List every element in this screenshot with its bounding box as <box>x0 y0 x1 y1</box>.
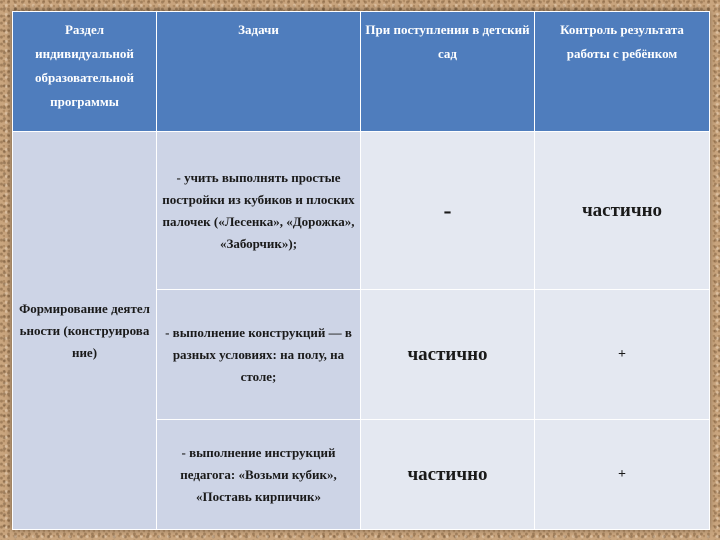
task-cell: - выполнение конструкций — в разных условиях: на полу, на столе; <box>157 290 361 420</box>
control-cell: + <box>535 290 710 420</box>
admission-cell: частично <box>361 290 535 420</box>
header-control: Контроль результата работы с ребёнком <box>535 12 710 132</box>
program-table <box>12 11 710 530</box>
task-cell: - выполнение инструкций педагога: «Возьми кубик», «Поставь кирпичик» <box>157 420 361 530</box>
admission-cell: частично <box>361 420 535 530</box>
table-row <box>13 132 710 290</box>
header-section: Раздел индивидуальной образовательной программы <box>13 12 157 132</box>
control-cell: частично <box>535 132 710 290</box>
header-on-admission: При поступлении в детский сад <box>361 12 535 132</box>
task-cell: - учить выполнять простые постройки из кубиков и плоских палочек («Лесенка», «Дорожка», «Заборчик»); <box>157 132 361 290</box>
slide <box>12 11 709 529</box>
section-cell: Формирование деятельности (конструирование) <box>13 132 157 530</box>
header-row <box>13 12 710 132</box>
header-tasks: Задачи <box>157 12 361 132</box>
admission-cell: - <box>361 132 535 290</box>
control-cell: + <box>535 420 710 530</box>
